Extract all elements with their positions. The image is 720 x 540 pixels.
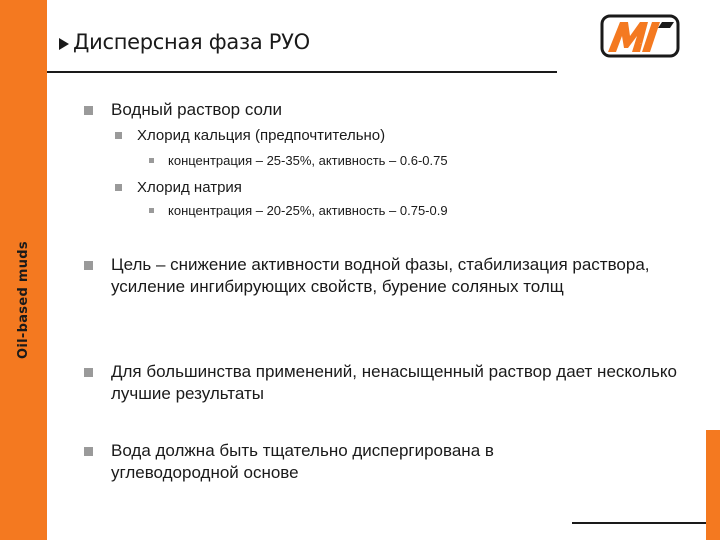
bullet-nacl-concentration [149, 202, 689, 220]
right-accent-bar [706, 430, 720, 540]
svg-text:MI: MI [640, 44, 642, 45]
bullet-cacl-concentration [149, 152, 689, 170]
bullet-text: концентрация – 25-35%, активность – 0.6-0.75 [168, 153, 448, 168]
bullet-square-icon [84, 106, 93, 115]
side-label: Oil-based muds [16, 241, 31, 359]
title-underline [47, 71, 557, 73]
bullet-text: Вода должна быть тщательно диспергирована в углеводородной основе [111, 441, 494, 482]
bullet-square-icon [149, 208, 154, 213]
bullet-square-icon [115, 132, 122, 139]
bullet-sodium-chloride [115, 178, 685, 198]
bullet-goal [84, 254, 684, 298]
slide-title: Дисперсная фаза РУО [73, 30, 310, 54]
bullet-square-icon [149, 158, 154, 163]
title-arrow-icon [59, 38, 69, 50]
bullet-dispersion [84, 440, 584, 484]
bullet-square-icon [84, 368, 93, 377]
bullet-text: Хлорид натрия [137, 179, 242, 196]
bullet-text: концентрация – 20-25%, активность – 0.75-0.9 [168, 203, 448, 218]
bullet-calcium-chloride [115, 126, 685, 146]
bullet-unsaturated [84, 361, 684, 405]
bullet-text: Водный раствор соли [111, 100, 283, 119]
bullet-text: Цель – снижение активности водной фазы, стабилизация раствора, усиление ингибирующих свойств, бурение соляных толщ [111, 255, 650, 296]
bullet-salt-solution [84, 99, 684, 121]
company-logo [600, 14, 680, 58]
bullet-square-icon [115, 184, 122, 191]
footer-line [572, 522, 720, 524]
bullet-text: Хлорид кальция (предпочтительно) [137, 127, 386, 144]
bullet-text: Для большинства применений, ненасыщенный раствор дает несколько лучшие результаты [111, 362, 677, 403]
bullet-square-icon [84, 447, 93, 456]
bullet-square-icon [84, 261, 93, 270]
